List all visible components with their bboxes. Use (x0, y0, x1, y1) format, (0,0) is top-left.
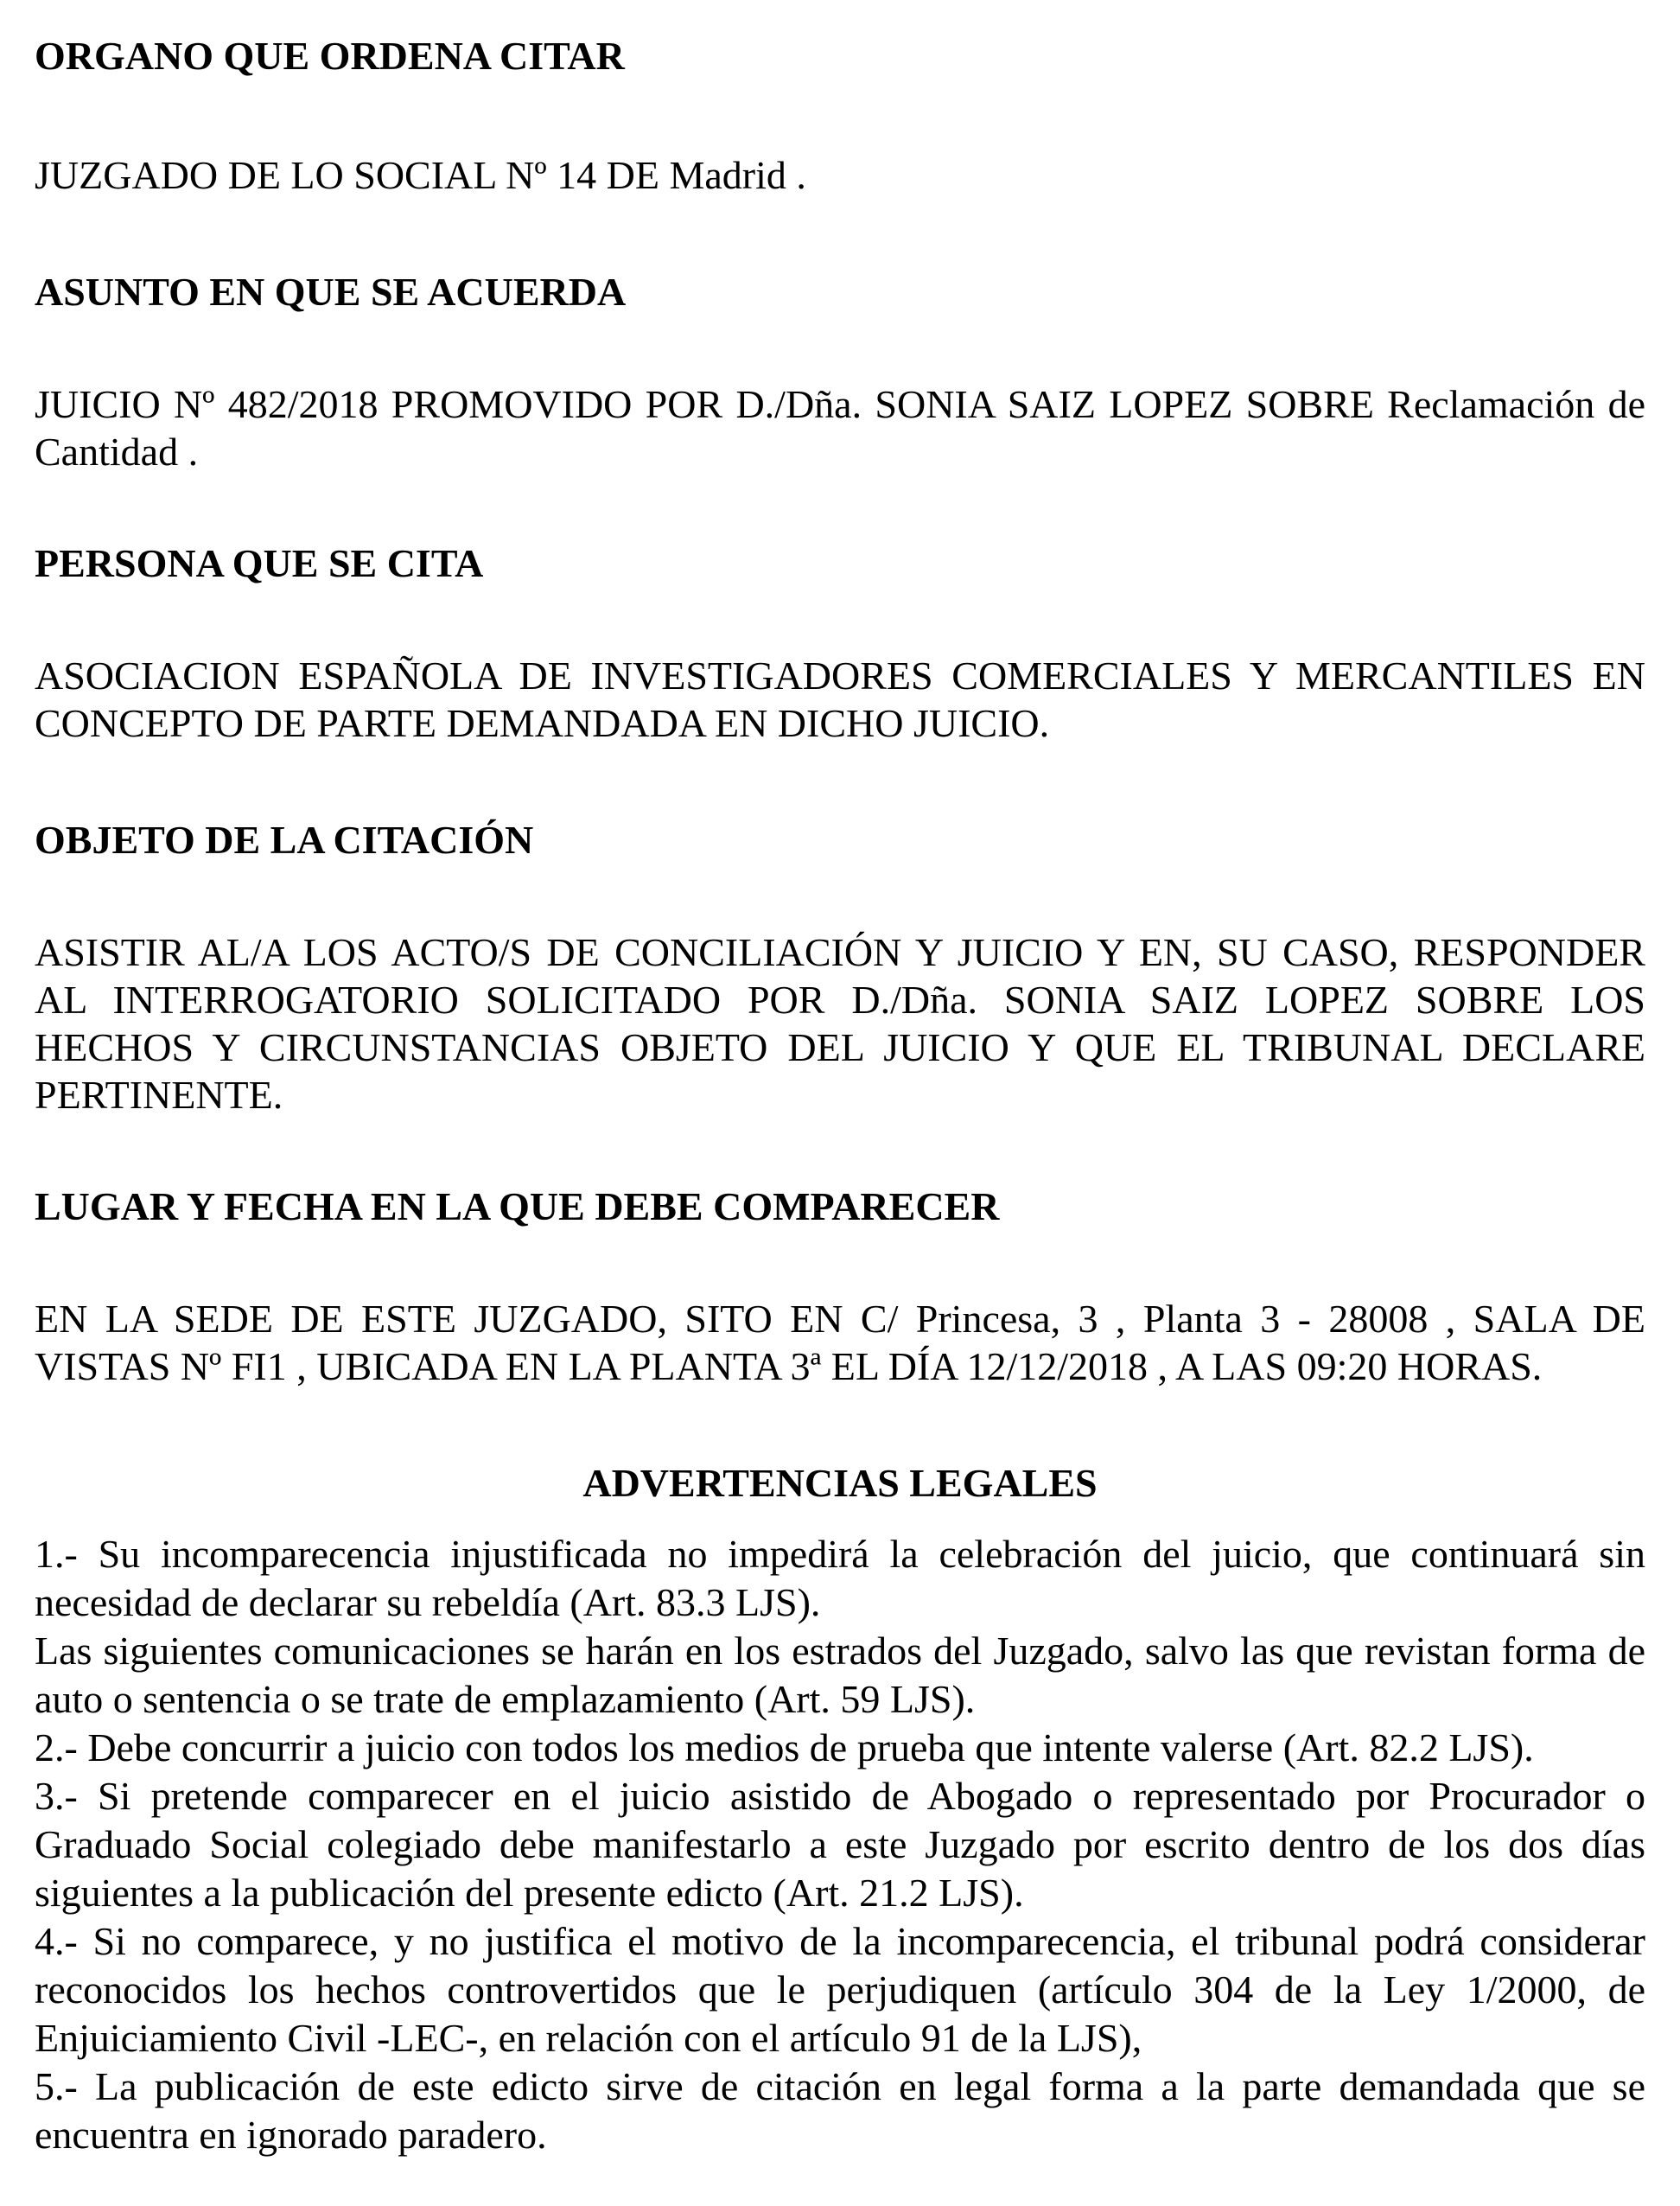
lugar-heading: LUGAR Y FECHA EN LA QUE DEBE COMPARECER (35, 1184, 1000, 1228)
advertencias-list (35, 1530, 1645, 2159)
asunto-heading: ASUNTO EN QUE SE ACUERDA (35, 270, 627, 314)
advertencia-item-3: 3.- Si pretende comparecer en el juicio asistido de Abogado o representado por Procurador o Graduado Social colegiado debe manifestarlo a este Juzgado por escrito dentro de los dos días siguientes a la publicación del presente edicto (Art. 21.2 LJS). (35, 1774, 1645, 1915)
advertencia-item-1: 1.- Su incomparecencia injustificada no impedirá la celebración del juicio, que continuará sin necesidad de declarar su rebeldía (Art. 83.3 LJS). (35, 1532, 1645, 1624)
advertencia-item-2: 2.- Debe concurrir a juicio con todos los medios de prueba que intente valerse (Art. 82.2 LJS). (35, 1725, 1534, 1769)
objeto-text: ASISTIR AL/A LOS ACTO/S DE CONCILIACIÓN Y JUICIO Y EN, SU CASO, RESPONDER AL INTERROGATORIO SOLICITADO POR D./Dña. SONIA SAIZ LOPEZ SOBRE LOS HECHOS Y CIRCUNSTANCIAS OBJETO DEL JUICIO Y QUE EL TRIBUNAL DECLARE PERTINENTE. (35, 930, 1645, 1117)
persona-heading: PERSONA QUE SE CITA (35, 541, 484, 585)
organo-heading: ORGANO QUE ORDENA CITAR (35, 34, 625, 78)
lugar-text: EN LA SEDE DE ESTE JUZGADO, SITO EN C/ Princesa, 3 , Planta 3 - 28008 , SALA DE VISTAS Nº FI1 , UBICADA EN LA PLANTA 3ª EL DÍA 12/12/2018 , A LAS 09:20 HORAS. (35, 1297, 1645, 1388)
advertencia-item-5: 5.- La publicación de este edicto sirve de citación en legal forma a la parte demandada que se encuentra en ignorado paradero. (35, 2064, 1645, 2157)
advertencias-title: ADVERTENCIAS LEGALES (582, 1461, 1098, 1505)
persona-text: ASOCIACION ESPAÑOLA DE INVESTIGADORES COMERCIALES Y MERCANTILES EN CONCEPTO DE PARTE DEMANDADA EN DICHO JUICIO. (35, 654, 1645, 745)
asunto-text: JUICIO Nº 482/2018 PROMOVIDO POR D./Dña. SONIA SAIZ LOPEZ SOBRE Reclamación de Cantidad . (35, 382, 1645, 474)
document-page (35, 24, 1645, 2159)
objeto-heading: OBJETO DE LA CITACIÓN (35, 818, 534, 862)
organo-text: JUZGADO DE LO SOCIAL Nº 14 DE Madrid . (35, 153, 806, 197)
advertencia-item-comunicaciones: Las siguientes comunicaciones se harán en los estrados del Juzgado, salvo las que revistan forma de auto o sentencia o se trate de emplazamiento (Art. 59 LJS). (35, 1629, 1645, 1721)
advertencia-item-4: 4.- Si no comparece, y no justifica el motivo de la incomparecencia, el tribunal podrá considerar reconocidos los hechos controvertidos que le perjudiquen (artículo 304 de la Ley 1/2000, de Enjuiciamiento Civil -LEC-, en relación con el artículo 91 de la LJS), (35, 1919, 1645, 2060)
